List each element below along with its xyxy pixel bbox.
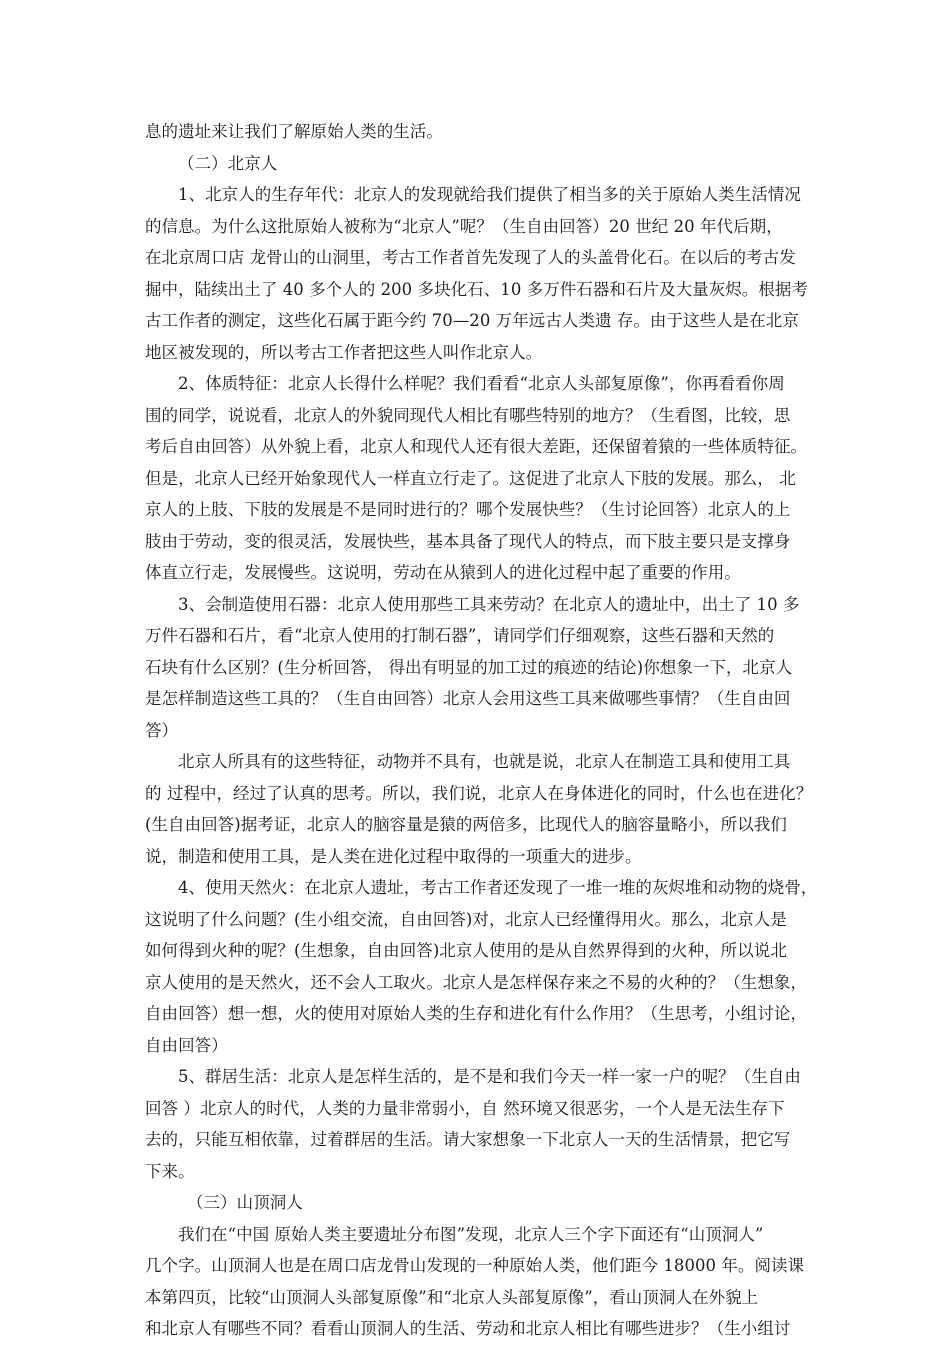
text-line: 古工作者的测定，这些化石属于距今约 70—20 万年远古人类遗 存。由于这些人是在北京 <box>145 311 799 330</box>
text-line: 2、体质特征：北京人长得什么样呢？我们看看“北京人头部复原像”，你再看看你周 <box>178 374 785 393</box>
text-line: 去的，只能互相依靠，过着群居的生活。请大家想象一下北京人一天的生活情景，把它写 <box>145 1130 791 1149</box>
text-line: 是怎样制造这些工具的？（生自由回答）北京人会用这些工具来做哪些事情？（生自由回 <box>145 689 791 708</box>
text-line: 京人的上肢、下肢的发展是不是同时进行的？哪个发展快些？（生讨论回答）北京人的上 <box>145 500 791 519</box>
text-line: 下来。 <box>145 1161 195 1181</box>
text-line: 地区被发现的，所以考古工作者把这些人叫作北京人。 <box>145 342 543 362</box>
text-line: 的信息。为什么这批原始人被称为“北京人”呢？（生自由回答）20 世纪 20 年代后期， <box>145 216 783 236</box>
text-line: 1、北京人的生存年代：北京人的发现就给我们提供了相当多的关于原始人类生活情况 <box>178 185 801 204</box>
text-line: 自由回答）想一想，火的使用对原始人类的生存和进化有什么作用？（生思考，小组讨论， <box>145 1004 807 1023</box>
text-line: 说，制造和使用工具，是人类在进化过程中取得的一项重大的进步。 <box>145 846 642 866</box>
text-line: 和北京人有哪些不同？看看山顶洞人的生活、劳动和北京人相比有哪些进步？（生小组讨 <box>145 1319 791 1338</box>
text-line: 体直立行走，发展慢些。这说明，劳动在从猿到人的进化过程中起了重要的作用。 <box>145 563 741 582</box>
text-line: 回答 ）北京人的时代，人类的力量非常弱小，自 然环境又很恶劣，一个人是无法生存下 <box>145 1098 785 1118</box>
text-line: 北京人所具有的这些特征，动物并不具有，也就是说，北京人在制造工具和使用工具 <box>178 752 791 771</box>
text-line: 答） <box>145 720 179 740</box>
text-line: 掘中，陆续出土了 40 多个人的 200 多块化石、10 多万件石器和石片及大量灰烬。根据考 <box>145 279 809 299</box>
text-line: 几个字。山顶洞人也是在周口店龙骨山发现的一种原始人类，他们距今 18000 年。阅读课 <box>145 1256 805 1275</box>
text-line: 京人使用的是天然火，还不会人工取火。北京人是怎样保存来之不易的火种的？（生想象， <box>145 972 807 992</box>
text-line: 但是，北京人已经开始象现代人一样直立行走了。这促进了北京人下肢的发展。那么， 北 <box>145 468 796 488</box>
text-line: 5、群居生活：北京人是怎样生活的，是不是和我们今天一样一家一户的呢？（生自由 <box>178 1067 801 1086</box>
text-line: 息的遗址来让我们了解原始人类的生活。 <box>145 122 443 141</box>
text-line: 4、使用天然火：在北京人遗址，考古工作者还发现了一堆一堆的灰烬堆和动物的烧骨， <box>178 878 818 897</box>
text-line: （二）北京人 <box>178 153 278 173</box>
text-line: 本第四页，比较“山顶洞人头部复原像”和“北京人头部复原像”，看山顶洞人在外貌上 <box>145 1287 759 1307</box>
text-line: 如何得到火种的呢？(生想象，自由回答)北京人使用的是从自然界得到的火种，所以说北 <box>145 941 787 960</box>
text-line: 石块有什么区别？(生分析回答， 得出有明显的加工过的痕迹的结论)你想象一下，北京人 <box>145 657 793 677</box>
text-line: 自由回答） <box>145 1035 228 1055</box>
text-line: (生自由回答)据考证，北京人的脑容量是猿的两倍多，比现代人的脑容量略小，所以我们 <box>145 815 787 834</box>
text-line: 考后自由回答）从外貌上看，北京人和现代人还有很大差距，还保留着猿的一些体质特征。 <box>145 437 807 456</box>
text-line: 围的同学，说说看，北京人的外貌同现代人相比有哪些特别的地方？（生看图，比较，思 <box>145 405 791 425</box>
text-line: 万件石器和石片，看“北京人使用的打制石器”，请同学们仔细观察，这些石器和天然的 <box>145 626 775 645</box>
text-line: 肢由于劳动，变的很灵活，发展快些，基本具备了现代人的特点，而下肢主要只是支撑身 <box>145 531 791 551</box>
text-line: 这说明了什么问题？(生小组交流，自由回答)对，北京人已经懂得用火。那么，北京人是 <box>145 909 787 929</box>
text-line: 我们在“中国 原始人类主要遗址分布图”发现，北京人三个字下面还有“山顶洞人” <box>178 1224 764 1244</box>
document-body <box>145 116 818 1345</box>
text-line: 在北京周口店 龙骨山的山洞里，考古工作者首先发现了人的头盖骨化石。在以后的考古发 <box>145 248 796 267</box>
text-line: 3、会制造使用石器：北京人使用那些工具来劳动？在北京人的遗址中，出土了 10 多 <box>178 594 800 614</box>
text-line: （三）山顶洞人 <box>187 1193 303 1212</box>
text-line: 的 过程中，经过了认真的思考。所以，我们说，北京人在身体进化的同时，什么也在进化？ <box>145 783 813 803</box>
